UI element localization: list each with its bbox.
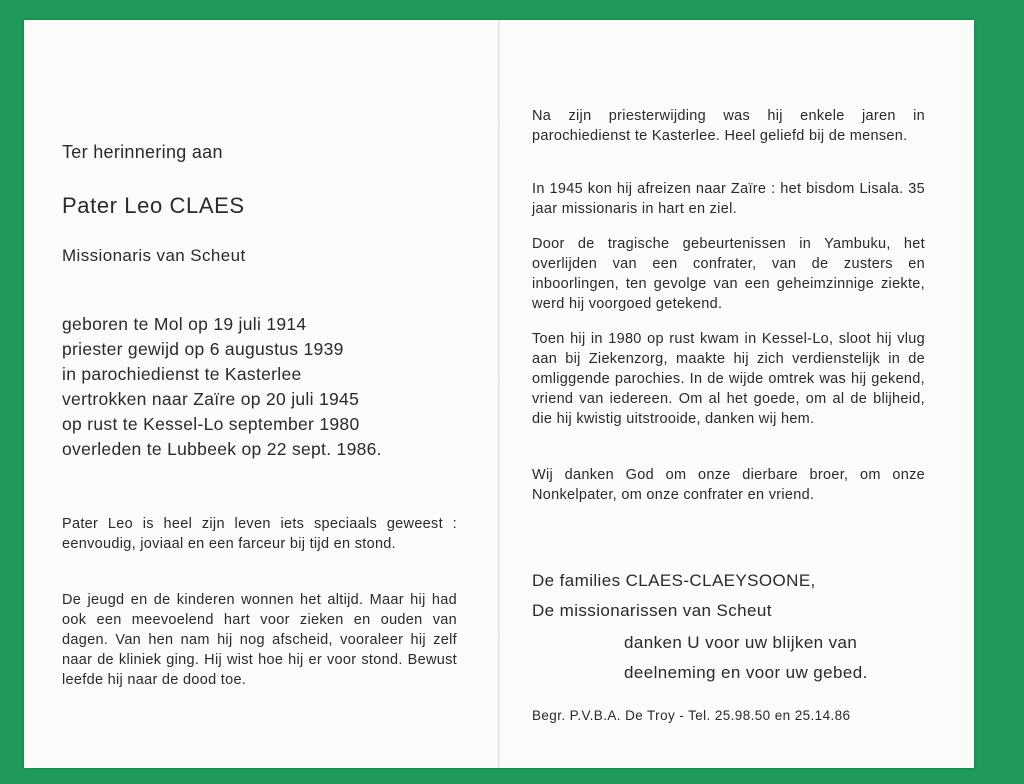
thanks-line: deelneming en voor uw gebed. xyxy=(624,663,868,682)
card-fold xyxy=(498,20,500,768)
printer-credit: Begr. P.V.B.A. De Troy - Tel. 25.98.50 en 25.14.86 xyxy=(532,708,851,723)
families-block xyxy=(532,566,816,626)
date-line: op rust te Kessel-Lo september 1980 xyxy=(62,414,360,434)
right-paragraph-3: Door de tragische gebeurtenissen in Yambuku, het overlijden van een confrater, van de zusters en inboorlingen, ten gevolge van een geheimzinnige ziekte, werd hij voorgoed getekend. xyxy=(532,236,925,312)
right-paragraph-5: Wij danken God om onze dierbare broer, om onze Nonkelpater, om onze confrater en vriend. xyxy=(532,467,925,503)
date-line: in parochiedienst te Kasterlee xyxy=(62,364,302,384)
deceased-name: Pater Leo CLAES xyxy=(62,193,245,218)
life-dates xyxy=(62,312,382,462)
date-line: overleden te Lubbeek op 22 sept. 1986. xyxy=(62,439,382,459)
left-paragraph-2: De jeugd en de kinderen wonnen het altijd. Maar hij had ook een meevoelend hart voor zieken en ouden van dagen. Van hen nam hij nog afscheid, vooraleer hij zelf naar de kliniek ging. Hij wist hoe hij er voor stond. Bewust leefde hij naar de dood toe. xyxy=(62,592,457,688)
thanks-block xyxy=(624,628,868,688)
date-line: geboren te Mol op 19 juli 1914 xyxy=(62,314,307,334)
memorial-card xyxy=(24,20,974,768)
families-line: De families CLAES-CLAEYSOONE, xyxy=(532,571,816,590)
missionaries-line: De missionarissen van Scheut xyxy=(532,601,772,620)
date-line: vertrokken naar Zaïre op 20 juli 1945 xyxy=(62,389,360,409)
date-line: priester gewijd op 6 augustus 1939 xyxy=(62,339,344,359)
right-paragraph-1: Na zijn priesterwijding was hij enkele jaren in parochiedienst te Kasterlee. Heel geliefd bij de mensen. xyxy=(532,108,925,144)
right-paragraph-2: In 1945 kon hij afreizen naar Zaïre : het bisdom Lisala. 35 jaar missionaris in hart en ziel. xyxy=(532,181,925,217)
thanks-line: danken U voor uw blijken van xyxy=(624,633,858,652)
left-paragraph-1: Pater Leo is heel zijn leven iets speciaals geweest : eenvoudig, joviaal en een farceur bij tijd en stond. xyxy=(62,516,457,552)
right-paragraph-4: Toen hij in 1980 op rust kwam in Kessel-Lo, sloot hij vlug aan bij Ziekenzorg, maakte hij zich verdienstelijk in de omliggende parochies. In de wijde omtrek was hij gekend, vriend van iedereen. Om al het goede, om al de blijheid, die hij kwistig uitstrooide, danken wij hem. xyxy=(532,331,925,427)
deceased-role: Missionaris van Scheut xyxy=(62,246,246,265)
intro-text: Ter herinnering aan xyxy=(62,142,223,162)
